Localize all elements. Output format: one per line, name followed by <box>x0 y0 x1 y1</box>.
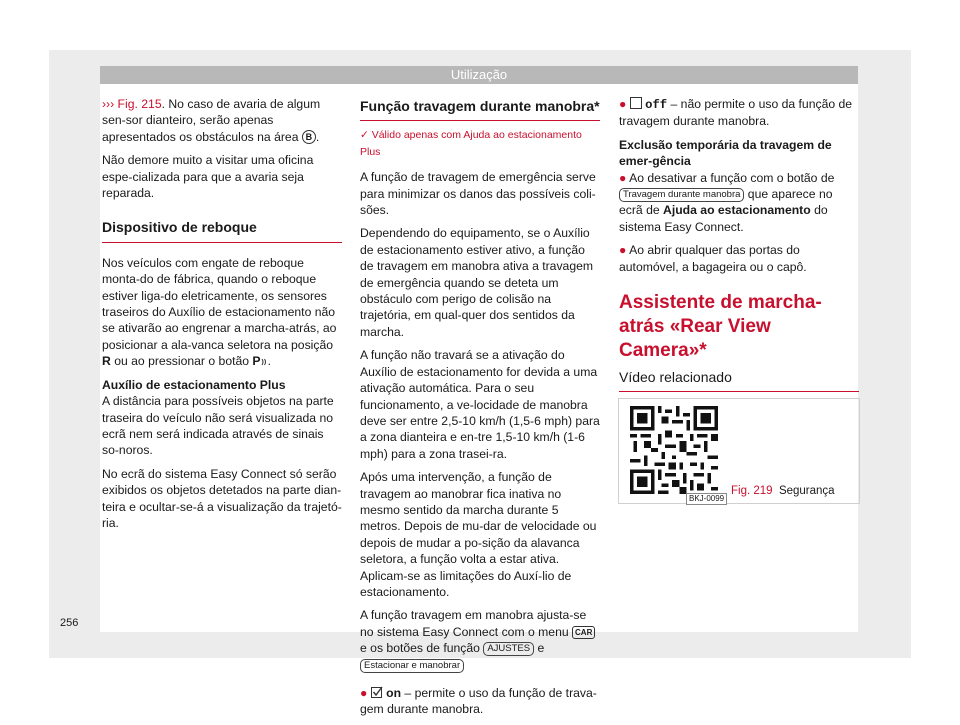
heading-auxilio-plus: Auxílio de estacionamento Plus <box>102 377 286 392</box>
figure-reference-link[interactable]: ››› Fig. 215 <box>102 97 162 111</box>
bullet-on: ● on – permite o uso da função de trava-gem durante manobra. <box>360 686 597 717</box>
bullet-icon: ● <box>619 243 627 258</box>
column-1 <box>102 96 342 538</box>
heading-video-relacionado: Vídeo relacionado <box>619 369 859 392</box>
qr-code-icon[interactable] <box>630 406 718 494</box>
bullet-icon: ● <box>619 170 627 185</box>
bullet-doors: ● Ao abrir qualquer das portas do automóvel, a bagageira ou o capô. <box>619 243 807 274</box>
related-video-box <box>618 398 860 504</box>
validity-note: ✓ Válido apenas com Ajuda ao estacionamento Plus <box>360 129 582 158</box>
bullet-deactivate: ● Ao desativar a função com o botão de Travagem durante manobra que aparece no ecrã de Ajuda ao estacionamento do sistema Easy Connect. <box>619 170 835 234</box>
column-2 <box>360 98 600 725</box>
heading-reboque-wrap <box>102 219 342 242</box>
figure-title: Segurança <box>778 485 835 497</box>
paragraph-speed: A função não travará se a ativação do Auxílio de estacionamento for devida a uma ativação automática. Para o seu funcionamento, a ve-locidade de manobra deve ser entre 2,5-10 km/h (1,5-6 mph) para a zona dianteira e en-tre 1,5-10 km/h (1-6 mph) para a zona trasei-ra. <box>360 348 600 461</box>
paragraph-equipment: Dependendo do equipamento, se o Auxílio de estacionamento estiver ativo, a função de travagem em manobra ativa a travagem de emergência quando se deteta um obstáculo com perigo de colisão na trajetória, em qual-quer dos sentidos da marcha. <box>360 226 594 339</box>
heading-exclusao: Exclusão temporária da travagem de emer-gência <box>619 137 832 169</box>
parking-button-icon: P <box>252 354 267 368</box>
figure-number: Fig. 219 <box>731 485 773 497</box>
paragraph-reboque: Nos veículos com engate de reboque monta-do de fábrica, quando o reboque estiver liga-do eletricamente, os sensores traseiros do Auxílio de estacionamento não se ativarão ao engrenar a marcha-atrás, ao posicionar a ala-vanca seletora na posição R ou ao pressionar o botão P . <box>102 255 337 369</box>
column-3 <box>619 96 859 392</box>
bullet-icon: ● <box>619 97 627 111</box>
checked-checkbox-icon <box>371 686 383 698</box>
paragraph-easy-connect: No ecrã do sistema Easy Connect só serão exibidos os objetos detetados na parte dian-teira e ocultar-se-á a visualização da trajetó-ria. <box>102 466 342 530</box>
car-menu-icon[interactable]: CAR <box>572 626 595 639</box>
bullet-icon: ● <box>360 686 368 700</box>
bullet-off: ● off – não permite o uso da função de travagem durante manobra. <box>619 97 853 129</box>
area-b-badge: B <box>302 130 316 144</box>
travagem-manobra-button[interactable]: Travagem durante manobra <box>619 188 744 202</box>
ajustes-button[interactable]: AJUSTES <box>483 642 534 656</box>
page-number: 256 <box>60 617 79 629</box>
paragraph-intervention: Após uma intervenção, a função de travagem ao manobrar fica inativa no mesmo sentido da marcha durante 5 metros. Depois de mu-dar de velocidade ou depois de mudar a po-sição da alavanca seletora, a função volta a estar ativa. Aplicam-se as limitações do Auxí-lio de estacionamento. <box>360 470 597 599</box>
figure-caption <box>731 485 835 497</box>
qr-code-label: BKJ-0099 <box>686 493 727 505</box>
heading-dispositivo-reboque: Dispositivo de reboque <box>102 219 342 242</box>
heading-funcao-travagem: Função travagem durante manobra* <box>360 98 600 121</box>
paragraph-sensor-failure: ››› Fig. 215. No caso de avaria de algum sen-sor dianteiro, serão apenas apresentados os obstáculos na área B . <box>102 97 321 144</box>
page-header: Utilização <box>100 66 858 84</box>
estacionar-manobrar-button[interactable]: Estacionar e manobrar <box>360 659 464 673</box>
paragraph-distance: A distância para possíveis objetos na parte traseira do veículo não será visualizada no ecrã nem será indicada através de sinais so-noros. <box>102 394 334 458</box>
paragraph-workshop: Não demore muito a visitar uma oficina espe-cializada para que a avaria seja reparada. <box>102 153 314 201</box>
paragraph-emergency: A função de travagem de emergência serve para minimizar os danos das possíveis coli-sões. <box>360 170 596 218</box>
unchecked-checkbox-icon <box>630 97 642 109</box>
section-title-rear-view-camera: Assistente de marcha-atrás «Rear View Camera»* <box>619 292 822 362</box>
paragraph-settings: A função travagem em manobra ajusta-se no sistema Easy Connect com o menu CAR e os botões de função AJUSTES e Estacionar e manobrar <box>360 607 600 673</box>
